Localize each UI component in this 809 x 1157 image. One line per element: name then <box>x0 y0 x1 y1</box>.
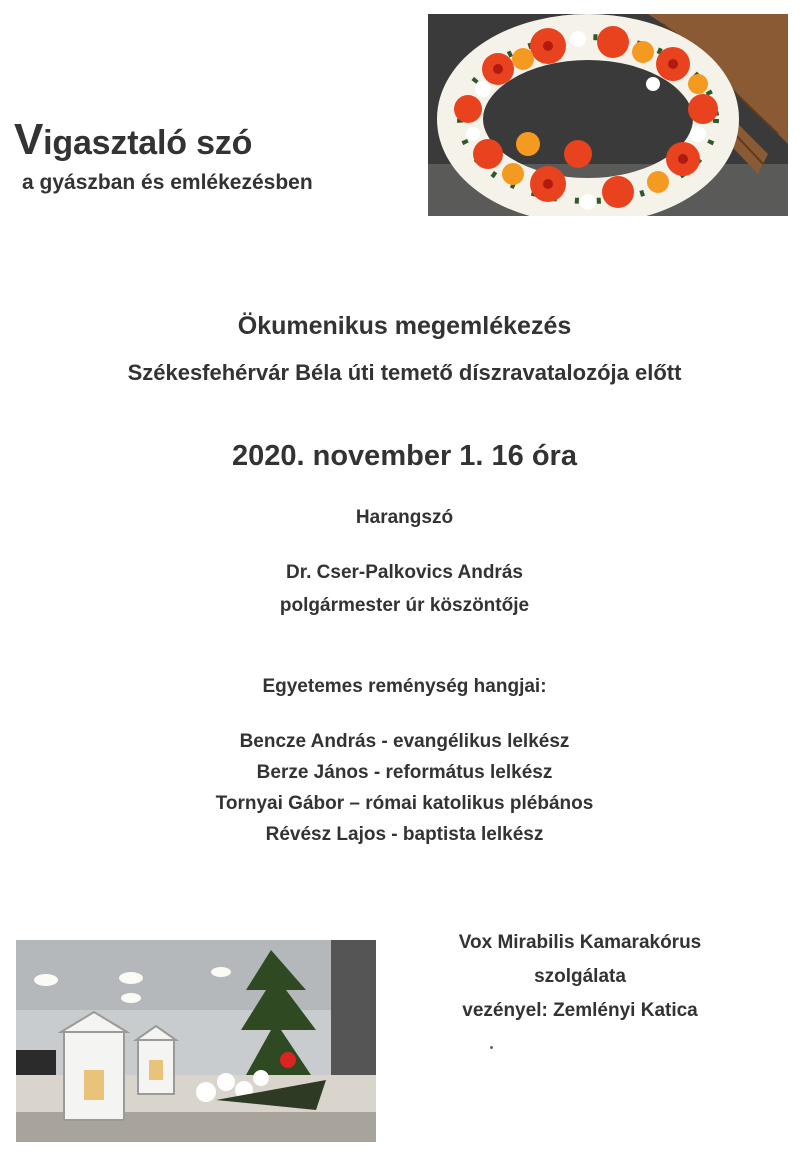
page-subtitle: a gyászban és emlékezésben <box>22 171 313 194</box>
speaker-item: Tornyai Gábor – római katolikus plébános <box>215 793 594 814</box>
choir-name: Vox Mirabilis Kamarakórus <box>458 932 702 953</box>
title-initial: V <box>14 115 44 164</box>
speaker-item: Révész Lajos - baptista lelkész <box>265 824 544 845</box>
event-heading: Ökumenikus megemlékezés <box>237 312 572 340</box>
choir-conductor: vezényel: Zemlényi Katica <box>462 1000 698 1021</box>
title-block <box>14 115 313 195</box>
choir-service: szolgálata <box>534 966 626 987</box>
mayor-role: polgármester úr köszöntője <box>279 595 530 616</box>
page-title <box>14 115 313 165</box>
program-bells: Harangszó <box>355 507 454 528</box>
mayor-name: Dr. Cser-Palkovics András <box>286 562 523 583</box>
scan-speck <box>490 1046 493 1049</box>
title-rest: igasztaló szó <box>43 124 253 162</box>
speaker-item: Berze János - református lelkész <box>256 762 553 783</box>
speaker-list <box>0 726 809 850</box>
flower-wreath-photo <box>428 14 788 216</box>
choir-block <box>400 926 760 1028</box>
event-datetime: 2020. november 1. 16 óra <box>232 440 577 472</box>
voices-heading: Egyetemes reménység hangjai: <box>262 676 547 697</box>
event-location: Székesfehérvár Béla úti temető díszravatalozója előtt <box>127 360 682 385</box>
lanterns-and-flowers-photo <box>16 940 376 1142</box>
speaker-item: Bencze András - evangélikus lelkész <box>239 731 570 752</box>
